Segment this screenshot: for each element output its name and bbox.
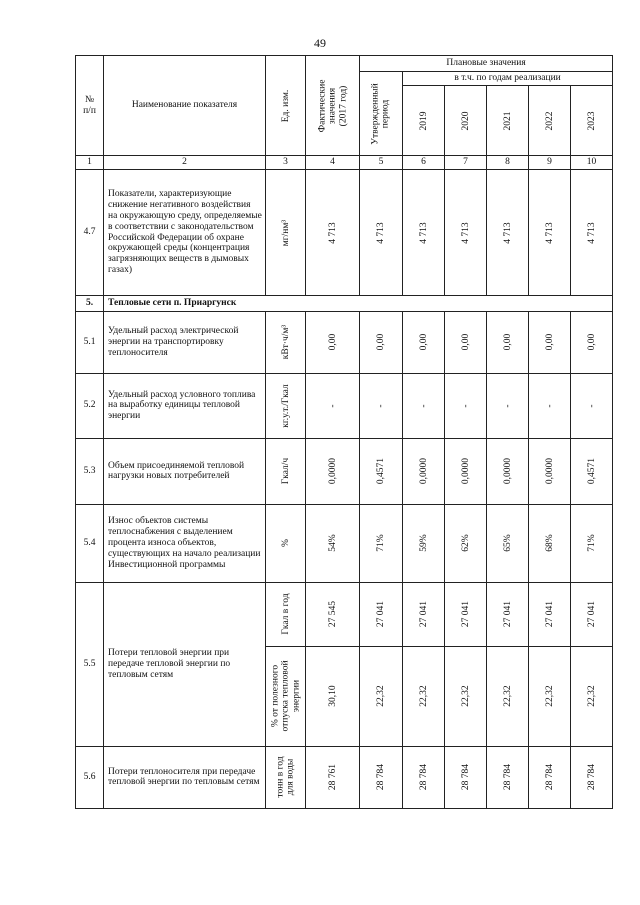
row-value: 0,0000 xyxy=(445,438,487,504)
row-value: 0,00 xyxy=(306,311,360,373)
column-number: 1 xyxy=(76,156,104,170)
row-value: 0,00 xyxy=(403,311,445,373)
header-year: 2019 xyxy=(403,86,445,156)
column-numbers-row xyxy=(76,156,613,170)
row-value: 4 713 xyxy=(403,170,445,296)
row-value: 65% xyxy=(487,504,529,582)
row-value: - xyxy=(445,373,487,438)
row-value: - xyxy=(403,373,445,438)
row-value: 27 041 xyxy=(487,582,529,646)
header-by-years: в т.ч. по годам реализации xyxy=(403,72,613,86)
table-row xyxy=(76,311,613,373)
row-value: 54% xyxy=(306,504,360,582)
row-value: 0,4571 xyxy=(571,438,613,504)
section-row xyxy=(76,296,613,312)
row-value: 22,32 xyxy=(529,646,571,746)
row-num: 5.3 xyxy=(76,438,104,504)
row-value: 27 041 xyxy=(445,582,487,646)
row-value: - xyxy=(571,373,613,438)
row-value: 71% xyxy=(360,504,403,582)
row-num: 5.2 xyxy=(76,373,104,438)
header-year: 2022 xyxy=(529,86,571,156)
row-value: 27 041 xyxy=(529,582,571,646)
row-value: 27 041 xyxy=(403,582,445,646)
row-value: 27 041 xyxy=(571,582,613,646)
column-number: 3 xyxy=(266,156,306,170)
row-value: - xyxy=(487,373,529,438)
table-row xyxy=(76,504,613,582)
table-row xyxy=(76,746,613,808)
row-value: 0,0000 xyxy=(529,438,571,504)
row-value: 0,4571 xyxy=(360,438,403,504)
row-value: 27 041 xyxy=(360,582,403,646)
header-planned: Плановые значения xyxy=(360,56,613,72)
row-value: - xyxy=(360,373,403,438)
row-value: 59% xyxy=(403,504,445,582)
row-value: 62% xyxy=(445,504,487,582)
row-unit: % xyxy=(266,504,306,582)
row-value: 0,00 xyxy=(571,311,613,373)
table-row xyxy=(76,438,613,504)
table-row xyxy=(76,170,613,296)
header-approved: Утвержденный период xyxy=(360,72,403,156)
row-unit: кг.у.т./Гкал xyxy=(266,373,306,438)
row-value: 28 784 xyxy=(571,746,613,808)
header-year: 2021 xyxy=(487,86,529,156)
header-num: № п/п xyxy=(76,56,104,156)
column-number: 2 xyxy=(104,156,266,170)
row-value: 28 784 xyxy=(487,746,529,808)
row-unit: Гкал в год xyxy=(266,582,306,646)
section-title: Тепловые сети п. Приаргунск xyxy=(104,296,613,312)
row-value: 0,0000 xyxy=(403,438,445,504)
indicators-table xyxy=(75,55,613,809)
row-name: Потери теплоносителя при передаче тепловой энергии по тепловым сетям xyxy=(104,746,266,808)
row-name: Показатели, характеризующие снижение негативного воздействия на окружающую среду, определяемые в соответствии с законодательством Российской Федерации об охране окружающей среды (концентрация загрязняющих веществ в дымовых газах) xyxy=(104,170,266,296)
row-value: 22,32 xyxy=(360,646,403,746)
row-unit: мг/нм³ xyxy=(266,170,306,296)
column-number: 7 xyxy=(445,156,487,170)
column-number: 9 xyxy=(529,156,571,170)
row-value: 30,10 xyxy=(306,646,360,746)
header-unit: Ед. изм. xyxy=(266,56,306,156)
row-value: 0,00 xyxy=(360,311,403,373)
row-value: 22,32 xyxy=(445,646,487,746)
row-value: 0,00 xyxy=(529,311,571,373)
row-num: 5.5 xyxy=(76,582,104,746)
row-value: 68% xyxy=(529,504,571,582)
row-value: 4 713 xyxy=(445,170,487,296)
row-unit: кВт·ч/м³ xyxy=(266,311,306,373)
row-num: 5.1 xyxy=(76,311,104,373)
row-value: 0,0000 xyxy=(487,438,529,504)
row-value: 4 713 xyxy=(571,170,613,296)
header-name: Наименование показателя xyxy=(104,56,266,156)
row-num: 5.4 xyxy=(76,504,104,582)
header-year: 2023 xyxy=(571,86,613,156)
column-number: 4 xyxy=(306,156,360,170)
row-unit: тонн в год для воды xyxy=(266,746,306,808)
header-fact: Фактические значения (2017 год) xyxy=(306,56,360,156)
row-num: 5.6 xyxy=(76,746,104,808)
row-value: 28 761 xyxy=(306,746,360,808)
row-name: Потери тепловой энергии при передаче тепловой энергии по тепловым сетям xyxy=(104,582,266,746)
column-number: 8 xyxy=(487,156,529,170)
row-value: 28 784 xyxy=(529,746,571,808)
row-name: Удельный расход электрической энергии на транспортировку теплоносителя xyxy=(104,311,266,373)
section-num: 5. xyxy=(76,296,104,312)
row-name: Износ объектов системы теплоснабжения с выделением процента износа объектов, существующих на начало реализации Инвестиционной программы xyxy=(104,504,266,582)
row-value: 4 713 xyxy=(306,170,360,296)
row-value: 0,00 xyxy=(487,311,529,373)
column-number: 6 xyxy=(403,156,445,170)
row-value: - xyxy=(306,373,360,438)
row-value: 22,32 xyxy=(487,646,529,746)
row-value: 28 784 xyxy=(403,746,445,808)
row-value: 22,32 xyxy=(403,646,445,746)
column-number: 5 xyxy=(360,156,403,170)
row-value: 0,0000 xyxy=(306,438,360,504)
table-row xyxy=(76,373,613,438)
row-value: 22,32 xyxy=(571,646,613,746)
row-value: 71% xyxy=(571,504,613,582)
row-value: 4 713 xyxy=(487,170,529,296)
column-number: 10 xyxy=(571,156,613,170)
page-number: 49 xyxy=(314,36,326,50)
row-value: 4 713 xyxy=(529,170,571,296)
row-value: 0,00 xyxy=(445,311,487,373)
table-row xyxy=(76,582,613,646)
row-value: 27 545 xyxy=(306,582,360,646)
row-num: 4.7 xyxy=(76,170,104,296)
row-name: Удельный расход условного топлива на выработку единицы тепловой энергии xyxy=(104,373,266,438)
header-year: 2020 xyxy=(445,86,487,156)
row-value: 4 713 xyxy=(360,170,403,296)
row-value: - xyxy=(529,373,571,438)
row-unit: % от полезного отпуска тепловой энергии xyxy=(266,646,306,746)
row-value: 28 784 xyxy=(360,746,403,808)
row-value: 28 784 xyxy=(445,746,487,808)
row-unit: Гкал/ч xyxy=(266,438,306,504)
row-name: Объем присоединяемой тепловой нагрузки новых потребителей xyxy=(104,438,266,504)
